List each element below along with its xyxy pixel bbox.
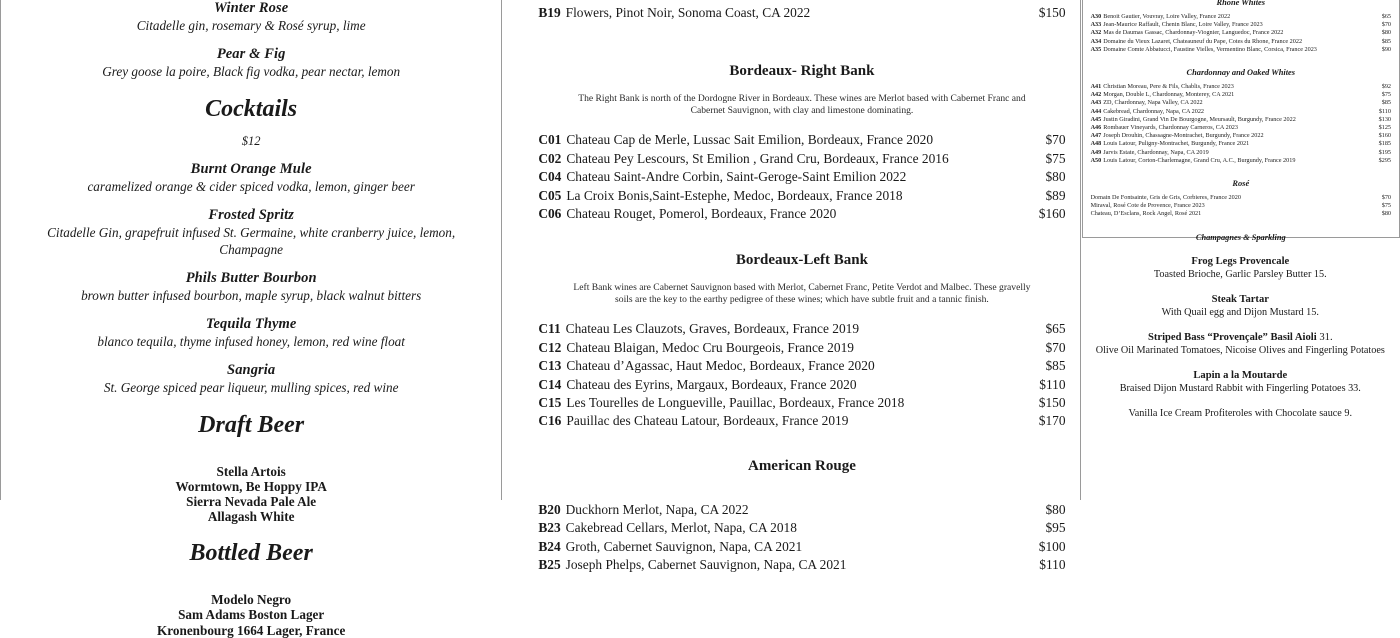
wine-description: Louis Latour, Corton-Charlemagne, Grand Cru, A.C., Burgundy, France 2019 bbox=[1103, 156, 1296, 164]
wine-price: $92 bbox=[1381, 83, 1391, 91]
wine-description: Domaine du Vieux Lazaret, Chateauneuf du Pape, Cotes du Rhone, France 2022 bbox=[1103, 37, 1303, 45]
wine-price: $70 bbox=[1045, 339, 1066, 355]
wine-section bbox=[538, 251, 1065, 430]
wine-row bbox=[1091, 132, 1391, 140]
drink-entry bbox=[35, 316, 467, 350]
wine-description: Domain De Fontsainte, Gris de Gris, Corbieres, France 2020 bbox=[1090, 194, 1241, 202]
drink-description: blanco tequila, thyme infused honey, lemon, red wine float bbox=[97, 334, 405, 349]
bottled-beer-list bbox=[35, 592, 467, 637]
wine-row bbox=[1091, 194, 1391, 202]
wine-description: Christian Moreau, Pere & Fils, Chablis, France 2023 bbox=[1103, 83, 1234, 91]
wine-section-title: Chardonnay and Oaked Whites bbox=[1186, 68, 1296, 78]
wine-price: $75 bbox=[1381, 202, 1391, 210]
wine-section-title: Bordeaux-Left Bank bbox=[735, 252, 868, 269]
wine-description: Jarvis Estate, Chardonnay, Napa, CA 2019 bbox=[1103, 148, 1209, 156]
wine-description: Chateau d’Agassac, Haut Medoc, Bordeaux, France 2020 bbox=[566, 358, 875, 374]
wine-code: B20 bbox=[538, 501, 561, 517]
wine-price: $125 bbox=[1378, 124, 1391, 132]
wine-row bbox=[538, 519, 1065, 537]
wine-row-list bbox=[1091, 13, 1391, 54]
wine-code: C04 bbox=[538, 169, 562, 185]
wine-price: $80 bbox=[1045, 501, 1066, 517]
wine-row-list bbox=[538, 320, 1065, 430]
wine-row bbox=[1091, 149, 1391, 157]
drink-name: Phils Butter Bourbon bbox=[185, 270, 317, 286]
wine-code: A33 bbox=[1090, 21, 1102, 29]
drink-entry bbox=[35, 362, 467, 396]
wine-price: $95 bbox=[1045, 520, 1066, 536]
wine-row bbox=[1091, 108, 1391, 116]
wine-description: Cakebread Cellars, Merlot, Napa, CA 2018 bbox=[565, 520, 797, 536]
drink-name: Sangria bbox=[227, 362, 276, 378]
wine-price: $130 bbox=[1378, 115, 1391, 123]
wine-row bbox=[538, 320, 1065, 338]
drink-description: Citadelle gin, rosemary & Rosé syrup, lime bbox=[136, 18, 366, 33]
wine-price: $80 bbox=[1381, 210, 1391, 218]
wine-code: C01 bbox=[538, 132, 562, 148]
wine-price: $150 bbox=[1038, 5, 1066, 20]
wine-description: Flowers, Pinot Noir, Sonoma Coast, CA 2022 bbox=[565, 5, 811, 20]
wine-description: Benoit Gautier, Vouvray, Loire Valley, France 2022 bbox=[1103, 13, 1231, 20]
beer-item: Wormtown, Be Hoppy IPA bbox=[175, 479, 327, 495]
wine-description: Mas de Daumas Gassac, Chardonnay-Viognier, Languedoc, France 2022 bbox=[1103, 29, 1284, 37]
wine-code: C16 bbox=[538, 413, 562, 429]
wine-description: Louis Latour, Puligny-Montrachet, Burgundy, France 2021 bbox=[1103, 140, 1250, 148]
wine-description: Justin Giradini, Grand Vin De Bourgogne, Meursault, Burgundy, France 2022 bbox=[1103, 115, 1296, 123]
food-name: Steak Tartar bbox=[1211, 294, 1269, 305]
wine-code: A47 bbox=[1090, 132, 1102, 140]
wine-code: A32 bbox=[1090, 29, 1102, 37]
wine-price: $110 bbox=[1039, 376, 1066, 392]
wine-description: Chateau Rouget, Pomerol, Bordeaux, France 2020 bbox=[566, 206, 837, 222]
wine-price: $100 bbox=[1038, 538, 1066, 554]
drink-description: caramelized orange & cider spiced vodka, lemon, ginger beer bbox=[87, 179, 415, 194]
wine-row bbox=[538, 556, 1065, 574]
wine-code: A49 bbox=[1090, 148, 1102, 156]
drink-description: St. George spiced pear liqueur, mulling spices, red wine bbox=[103, 380, 399, 395]
wine-row bbox=[1091, 13, 1391, 21]
spacer bbox=[1091, 219, 1391, 228]
cocktails-section-title: Cocktails bbox=[205, 96, 298, 122]
beer-item: Kronenbourg 1664 Lager, France bbox=[157, 622, 346, 638]
wine-row bbox=[1091, 202, 1391, 210]
wine-price: $70 bbox=[1381, 21, 1391, 29]
wine-section-title: Champagnes & Sparkling bbox=[1195, 232, 1286, 242]
wine-code: C02 bbox=[538, 150, 562, 166]
food-entry bbox=[1095, 369, 1386, 395]
wine-row bbox=[538, 150, 1065, 168]
wine-code: A41 bbox=[1090, 83, 1102, 91]
bottled-beer-section-title: Bottled Beer bbox=[189, 540, 313, 567]
wine-price: $85 bbox=[1381, 99, 1391, 107]
wine-price: $160 bbox=[1038, 206, 1066, 222]
wine-row bbox=[1091, 91, 1391, 99]
wine-row bbox=[538, 394, 1065, 412]
wine-description: Morgan, Double L, Chardonnay, Monterey, CA 2021 bbox=[1103, 91, 1235, 99]
wine-code: A42 bbox=[1090, 91, 1102, 99]
wine-row bbox=[538, 187, 1065, 205]
wine-row bbox=[1091, 99, 1391, 107]
spacer bbox=[538, 475, 1065, 501]
wine-price: $70 bbox=[1381, 194, 1391, 202]
wine-price: $150 bbox=[1038, 395, 1066, 411]
wine-row bbox=[538, 357, 1065, 375]
wine-code: A45 bbox=[1090, 115, 1102, 123]
wine-section bbox=[1091, 174, 1391, 219]
drink-name: Burnt Orange Mule bbox=[190, 161, 312, 177]
wine-row bbox=[1091, 210, 1391, 218]
carryover-wine-rows bbox=[538, 4, 1065, 22]
spacer bbox=[1091, 54, 1391, 63]
wine-row bbox=[538, 376, 1065, 394]
wine-description: Duckhorn Merlot, Napa, CA 2022 bbox=[565, 501, 749, 517]
wine-price: $89 bbox=[1045, 187, 1066, 203]
spacer bbox=[35, 578, 467, 592]
wine-description: Cakebread, Chardonnay, Napa, CA 2022 bbox=[1103, 107, 1205, 115]
wine-price: $80 bbox=[1045, 169, 1066, 185]
cocktails-list bbox=[35, 161, 467, 396]
beer-item: Stella Artois bbox=[216, 464, 286, 479]
wine-price: $65 bbox=[1045, 321, 1066, 337]
wine-section-title: American Rouge bbox=[747, 457, 856, 474]
drink-name: Frosted Spritz bbox=[208, 207, 294, 223]
wine-code: C15 bbox=[538, 395, 562, 411]
wine-section bbox=[1091, 63, 1391, 165]
wine-description: Chateau Les Clauzots, Graves, Bordeaux, France 2019 bbox=[565, 321, 860, 337]
wine-code: A44 bbox=[1090, 107, 1102, 115]
food-name bbox=[1095, 331, 1386, 344]
drink-name: Winter Rose bbox=[214, 0, 289, 16]
wine-code: A50 bbox=[1090, 156, 1102, 164]
wine-price: $90 bbox=[1381, 45, 1391, 53]
wine-description: Chateau, D’Esclans, Rock Angel, Rosé 2021 bbox=[1090, 210, 1202, 218]
wine-description: Joseph Drouhin, Chassagne-Montrachet, Burgundy, France 2022 bbox=[1103, 132, 1264, 140]
wine-price: $185 bbox=[1378, 140, 1391, 148]
wine-description: Domaine Comte Abbatucci, Faustine Vielles, Vermentino Blanc, Corsica, France 2023 bbox=[1103, 45, 1317, 53]
wine-description: Les Tourelles de Longueville, Pauillac, Bordeaux, France 2018 bbox=[566, 395, 905, 411]
wine-description: La Croix Bonis,Saint-Estephe, Medoc, Bordeaux, France 2018 bbox=[566, 187, 903, 203]
wine-description: ZD, Chardonnay, Napa Valley, CA 2022 bbox=[1103, 99, 1203, 107]
wine-description: Jean-Maurice Raffault, Chenin Blanc, Loire Valley, France 2023 bbox=[1103, 21, 1263, 29]
wine-section bbox=[1091, 228, 1391, 248]
wine-section bbox=[538, 457, 1065, 575]
food-entry bbox=[1095, 255, 1386, 281]
drink-name: Pear & Fig bbox=[216, 46, 286, 62]
wine-code: A43 bbox=[1090, 99, 1102, 107]
food-entry bbox=[1095, 331, 1386, 357]
wine-code: C06 bbox=[538, 206, 562, 222]
dessert-line: Vanilla Ice Cream Profiteroles with Chocolate sauce 9. bbox=[1128, 408, 1353, 419]
wine-code: C11 bbox=[538, 321, 561, 337]
drink-entry bbox=[35, 161, 467, 195]
spacer bbox=[35, 450, 467, 464]
wine-section bbox=[1091, 0, 1391, 54]
wine-row bbox=[1091, 38, 1391, 46]
wine-row bbox=[538, 501, 1065, 519]
wine-row bbox=[538, 131, 1065, 149]
wine-row-list bbox=[538, 501, 1065, 575]
wine-row bbox=[538, 339, 1065, 357]
wine-row bbox=[1091, 140, 1391, 148]
wine-code: B23 bbox=[538, 520, 561, 536]
food-description: Braised Dijon Mustard Rabbit with Fingerling Potatoes 33. bbox=[1119, 383, 1361, 394]
wine-description: Chateau Saint-Andre Corbin, Saint-Geroge-Saint Emilion 2022 bbox=[566, 169, 907, 185]
wine-row bbox=[1091, 83, 1391, 91]
wine-price: $195 bbox=[1378, 148, 1391, 156]
signature-drinks-group bbox=[35, 0, 467, 80]
white-wine-card bbox=[1082, 0, 1400, 242]
food-price: 31. bbox=[1319, 332, 1333, 343]
wine-code: B19 bbox=[538, 5, 561, 20]
bordeaux-wine-pane bbox=[502, 0, 1080, 573]
wine-row bbox=[538, 538, 1065, 556]
beer-item: Allagash White bbox=[207, 509, 295, 525]
wine-row bbox=[1091, 116, 1391, 124]
wine-price: $85 bbox=[1045, 358, 1066, 374]
wine-row bbox=[1091, 124, 1391, 132]
wine-price: $65 bbox=[1381, 13, 1391, 20]
wine-code: A46 bbox=[1090, 124, 1102, 132]
wine-price: $70 bbox=[1045, 132, 1066, 148]
wine-row-list bbox=[1091, 83, 1391, 165]
wine-section-title: Bordeaux- Right Bank bbox=[729, 63, 875, 80]
food-name-text: Striped Bass “Provençale” Basil Aioli bbox=[1147, 332, 1317, 343]
wine-row bbox=[538, 412, 1065, 430]
wine-row bbox=[1091, 157, 1391, 165]
wine-section-blurb: The Right Bank is north of the Dordogne River in Bordeaux. These wines are Merlot based with Cabernet Franc and Cabernet Sauvignon, with clay and limestone dominating. bbox=[578, 93, 1026, 117]
wine-code: A35 bbox=[1090, 45, 1102, 53]
wine-code: C13 bbox=[538, 358, 562, 374]
drink-name: Tequila Thyme bbox=[205, 316, 297, 332]
drink-entry bbox=[35, 270, 467, 304]
beer-item: Modelo Negro bbox=[211, 592, 292, 608]
wine-description: Pauillac des Chateau Latour, Bordeaux, France 2019 bbox=[566, 413, 849, 429]
cocktails-price: $12 bbox=[241, 134, 261, 148]
wine-price: $160 bbox=[1378, 132, 1391, 140]
wine-description: Chateau Pey Lescours, St Emilion , Grand Cru, Bordeaux, France 2016 bbox=[566, 150, 949, 166]
beer-item: Sam Adams Boston Lager bbox=[178, 607, 325, 623]
wine-row bbox=[1091, 21, 1391, 29]
wine-price: $85 bbox=[1381, 37, 1391, 45]
wine-price: $110 bbox=[1378, 107, 1391, 115]
wine-code: C12 bbox=[538, 339, 562, 355]
drink-description: Grey goose la poire, Black fig vodka, pear nectar, lemon bbox=[102, 64, 401, 79]
wine-price: $75 bbox=[1045, 150, 1066, 166]
wine-description: Miraval, Rosé Cote de Provence, France 2023 bbox=[1090, 202, 1205, 210]
wine-code: B25 bbox=[538, 557, 561, 573]
wine-code: A48 bbox=[1090, 140, 1102, 148]
cocktails-beer-inner bbox=[1, 0, 501, 638]
wine-code: A34 bbox=[1090, 37, 1102, 45]
wine-description: Joseph Phelps, Cabernet Sauvignon, Napa, CA 2021 bbox=[565, 557, 847, 573]
wine-code: C05 bbox=[538, 187, 562, 203]
food-description: Olive Oil Marinated Tomatoes, Nicoise Olives and Fingerling Potatoes bbox=[1095, 345, 1385, 356]
wine-price: $295 bbox=[1378, 156, 1391, 164]
wine-section-title: Rhone Whites bbox=[1216, 0, 1266, 7]
food-description: Toasted Brioche, Garlic Parsley Butter 15. bbox=[1153, 269, 1327, 280]
wine-price: $75 bbox=[1381, 91, 1391, 99]
wine-row bbox=[1091, 29, 1391, 37]
drink-description: brown butter infused bourbon, maple syrup, black walnut bitters bbox=[81, 288, 422, 303]
food-list bbox=[1081, 255, 1400, 420]
wine-price: $110 bbox=[1039, 557, 1066, 573]
wine-description: Chateau Blaigan, Medoc Cru Bourgeois, France 2019 bbox=[566, 339, 854, 355]
wine-code: C14 bbox=[538, 376, 562, 392]
wine-section bbox=[538, 62, 1065, 223]
wine-row bbox=[538, 168, 1065, 186]
wine-row-list bbox=[538, 131, 1065, 223]
food-name: Lapin a la Moutarde bbox=[1193, 370, 1288, 381]
food-name: Frog Legs Provencale bbox=[1191, 256, 1290, 267]
wine-row bbox=[538, 4, 1065, 22]
beer-item: Sierra Nevada Pale Ale bbox=[186, 494, 317, 510]
wine-description: Chateau Cap de Merle, Lussac Sait Emilion, Bordeaux, France 2020 bbox=[566, 132, 934, 148]
wine-row bbox=[1091, 46, 1391, 54]
wine-price: $170 bbox=[1038, 413, 1066, 429]
wine-description: Chateau des Eyrins, Margaux, Bordeaux, France 2020 bbox=[566, 376, 857, 392]
wine-code: B24 bbox=[538, 538, 561, 554]
wine-section-title: Rosé bbox=[1232, 179, 1250, 189]
drink-entry bbox=[35, 0, 467, 34]
wine-price: $80 bbox=[1381, 29, 1391, 37]
food-entry bbox=[1095, 293, 1386, 319]
draft-beer-list bbox=[35, 464, 467, 524]
drink-entry bbox=[35, 46, 467, 80]
food-description: With Quail egg and Dijon Mustard 15. bbox=[1161, 307, 1319, 318]
wine-description: Rombauer Vineyards, Chardonnay Carneros, CA 2023 bbox=[1103, 124, 1238, 132]
wine-row bbox=[538, 205, 1065, 223]
wine-description: Groth, Cabernet Sauvignon, Napa, CA 2021 bbox=[565, 538, 803, 554]
cocktails-beer-pane bbox=[0, 0, 502, 638]
wine-section-blurb: Left Bank wines are Cabernet Sauvignon based with Merlot, Cabernet Franc, Petite Verdot and Malbec. These gravelly soils are the key to the earthy pedigree of these wines; which have subtle fruit and a tannic finish. bbox=[573, 282, 1031, 306]
spacer bbox=[1091, 165, 1391, 174]
drink-description: Citadelle Gin, grapefruit infused St. Germaine, white cranberry juice, lemon, Champagne bbox=[47, 225, 456, 257]
wine-row-list bbox=[1091, 194, 1391, 219]
draft-beer-section-title: Draft Beer bbox=[198, 412, 305, 438]
white-wine-food-pane bbox=[1081, 0, 1400, 500]
wine-code: A30 bbox=[1090, 13, 1102, 20]
drink-entry bbox=[35, 207, 467, 258]
